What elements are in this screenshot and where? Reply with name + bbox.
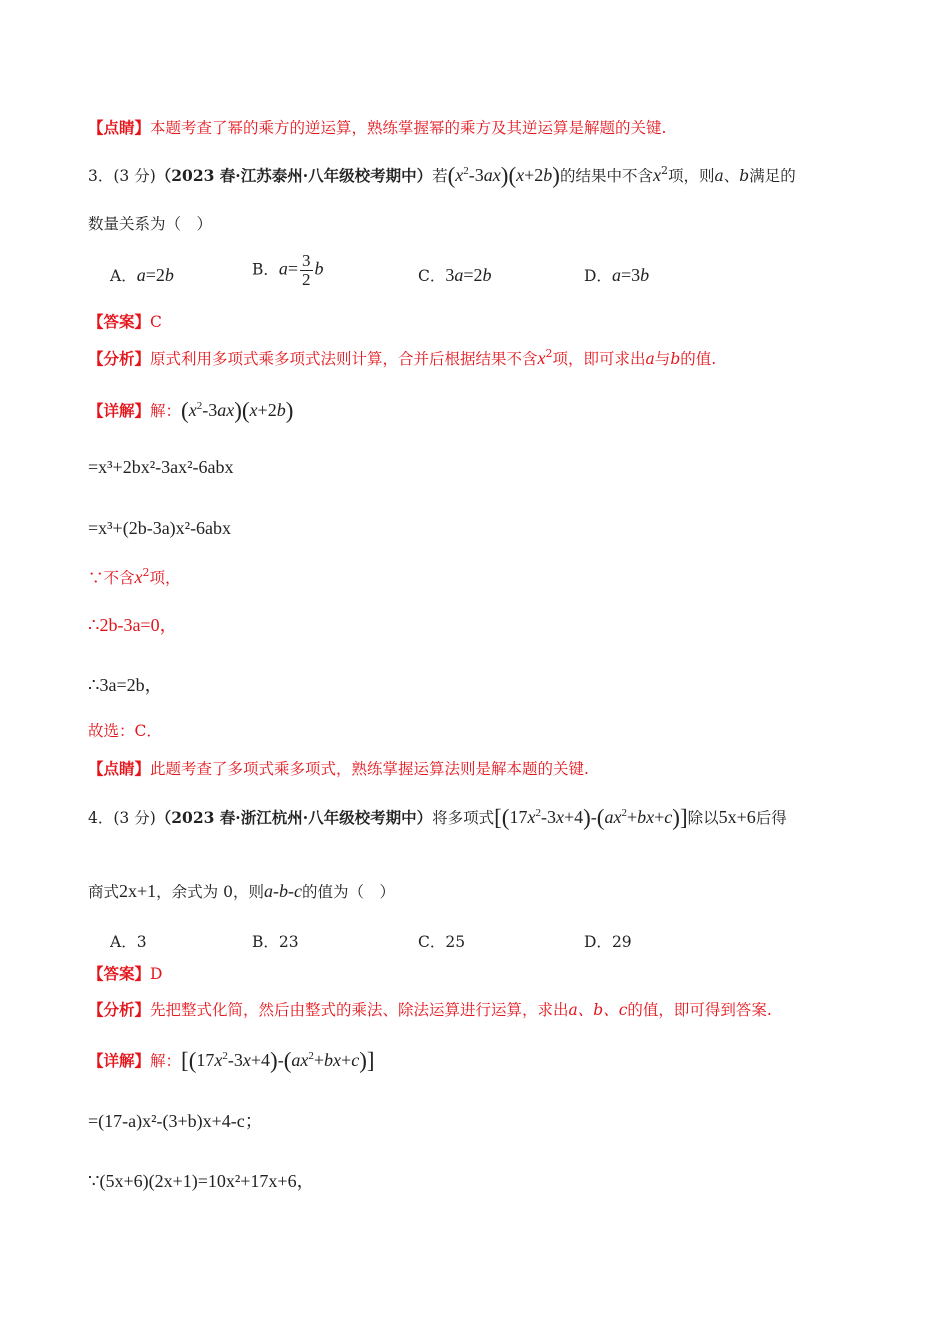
q3-stem-text: 若 [432,167,448,185]
q3-stem-line1: 3．(3 分)（2023 春·江苏泰州·八年级校考期中）若$(x^2-3ax)(x+2b)$的结果中不含$x^2$项，则a、b满足的 [88,163,796,188]
fraction: $\frac{3}{2}$ [302,251,311,289]
q3-step1: =x³+2bx²-3ax²-6abx [88,457,234,477]
q3-option-d[interactable]: D．a=3b [584,265,650,285]
q4-option-c[interactable]: C．25 [418,933,466,951]
q3-choose: 故选：C． [88,722,162,740]
q3-tip: 【点睛】此题考查了多项式乘多项式，熟练掌握运算法则是解本题的关键. [88,759,589,778]
q4-polynomial: $[(17x^2-3x+4)-(ax^2+bx+c)]$ [494,805,688,830]
q3-analysis: 【分析】原式利用多项式乘多项式法则计算，合并后根据结果不含$x^2$项，即可求出a与b的值. [88,347,717,368]
tip-label: 【点睛】 [88,118,151,137]
q3-stem-line2: 数量关系为（ ） [88,215,213,233]
q3-therefore1: ∴2b-3a=0， [88,615,178,635]
q3-option-c[interactable]: C．3a=2b [418,265,492,285]
q3-because: ∵不含$x^2$项， [88,566,181,587]
q4-stem-line2: 商式2x+1，余式为 0，则a-b-c的值为（ ） [88,881,395,901]
q3-step2: =x³+(2b-3a)x²-6abx [88,518,232,538]
q3-number: 3． [88,167,114,185]
q3-detail: 【详解】解：$(x^2-3ax)(x+2b)$ [88,398,294,423]
q3-answer: 【答案】C [88,312,162,331]
q4-option-b[interactable]: B．23 [252,933,299,951]
q4-option-a[interactable]: A．3 [110,933,147,951]
q4-step1: =(17-a)x²-(3+b)x+4-c； [88,1111,263,1131]
q4-option-d[interactable]: D．29 [584,933,632,951]
q4-analysis: 【分析】先把整式化简，然后由整式的乘法、除法运算进行运算，求出a、b、c的值，即可得到答案. [88,1000,772,1019]
q3-option-a[interactable]: A．a=2b [110,265,174,285]
q3-source: （2023 春·江苏泰州·八年级校考期中） [155,166,433,185]
q4-detail: 【详解】解：$[(17x^2-3x+4)-(ax^2+bx+c)]$ [88,1048,375,1073]
q3-score: (3 分) [113,167,156,185]
q4-answer: 【答案】D [88,964,163,983]
q3-therefore2: ∴3a=2b， [88,675,163,695]
q4-stem-line1: 4．(3 分)（2023 春·浙江杭州·八年级校考期中）将多项式$[(17x^2-3x+4)-(ax^2+bx+c)]$除以5x+6后得 [88,805,787,830]
q2-tip [88,118,666,138]
q3-expression: $(x^2-3ax)(x+2b)$ [447,163,560,188]
q4-step2: ∵(5x+6)(2x+1)=10x²+17x+6， [88,1171,315,1191]
tip-text: 本题考查了幂的乘方的逆运算，熟练掌握幂的乘方及其逆运算是解题的关键. [150,119,667,137]
q3-option-b[interactable]: B．a= $\frac{3}{2}$ b [252,251,324,289]
